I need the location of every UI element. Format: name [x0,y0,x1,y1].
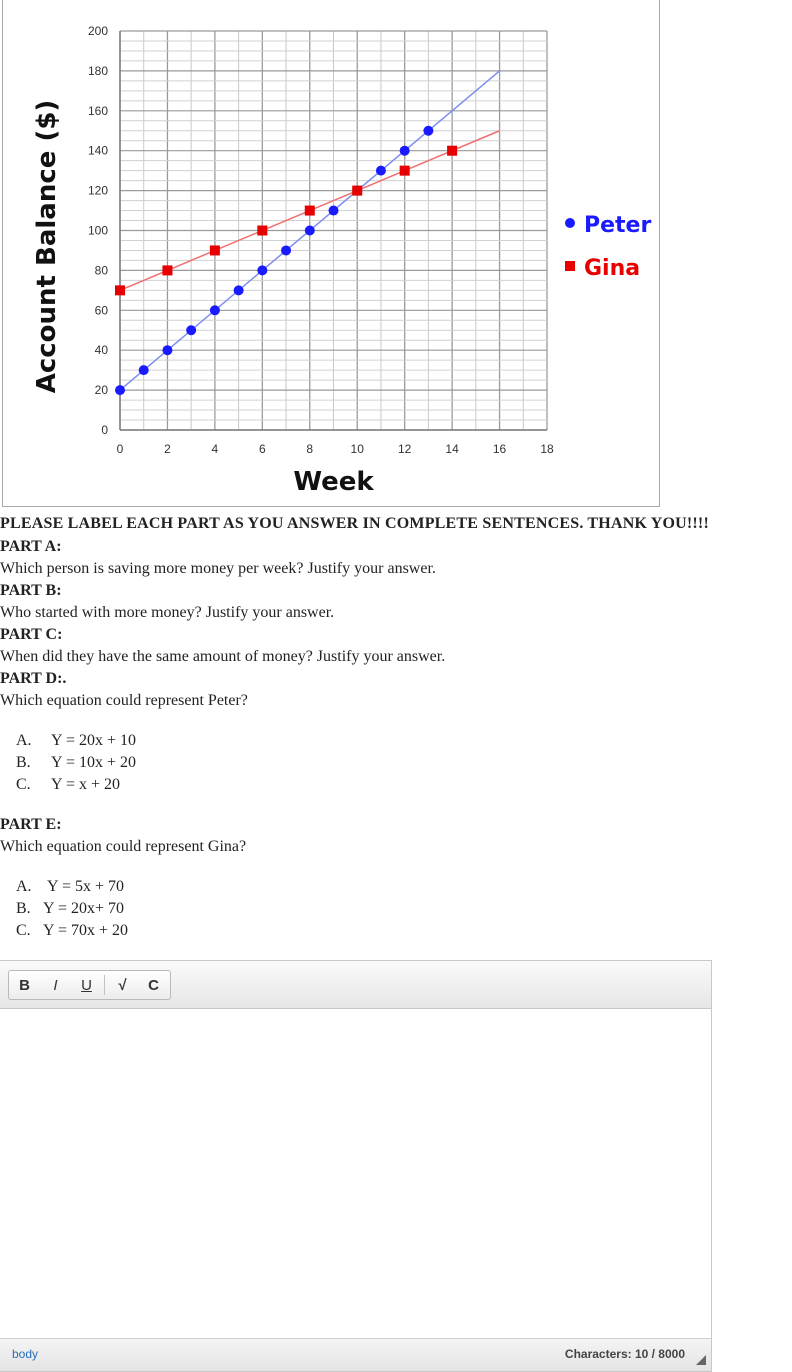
option-letter: A. [16,878,32,895]
part-e-label: PART E: [0,816,62,833]
gina-data-point [115,285,125,295]
x-tick-label: 16 [492,442,507,456]
x-tick-label: 18 [540,442,554,456]
option-letter: A. [16,732,32,749]
peter-data-point [329,206,339,216]
y-tick-label: 40 [94,343,108,358]
y-tick-label: 140 [87,143,108,158]
element-path-link[interactable]: body [12,1347,39,1361]
x-tick-label: 8 [306,442,314,456]
y-tick-label: 0 [101,423,108,437]
peter-data-point [423,126,433,136]
x-tick-label: 14 [445,442,459,456]
part-e-option-a [16,876,124,898]
option-text: Y = x + 20 [51,776,121,793]
option-letter: C. [16,776,31,793]
y-tick-label: 180 [87,63,108,78]
part-d-question: Which equation could represent Peter? [0,692,248,709]
x-tick-label: 10 [350,442,364,456]
part-a-question: Which person is saving more money per week? Justify your answer. [0,560,436,577]
peter-data-point [376,166,386,176]
bold-button[interactable]: B [19,976,30,994]
option-text: Y = 70x + 20 [43,922,129,939]
y-tick-label: 20 [94,383,108,398]
x-tick-label: 0 [116,442,124,456]
peter-data-point [305,226,315,236]
gina-data-point [400,166,410,176]
gina-data-point [257,226,267,236]
peter-data-point [281,245,291,255]
gina-data-point [447,146,457,156]
toolbar-divider [104,975,105,995]
peter-data-point [186,325,196,335]
x-tick-label: 12 [397,442,412,456]
answer-text-area[interactable] [0,1009,711,1340]
y-tick-label: 120 [87,183,108,198]
y-axis-title: Account Balance ($) [32,99,62,394]
part-d-option-a [16,730,136,752]
italic-button[interactable]: I [53,976,58,994]
gina-data-point [305,206,315,216]
part-d-option-b [16,752,136,774]
option-text: Y = 10x + 20 [51,754,137,771]
y-tick-label: 100 [87,223,108,238]
x-tick-label: 2 [164,442,171,456]
peter-data-point [139,365,149,375]
option-letter: B. [16,754,31,771]
x-tick-label: 4 [211,442,219,456]
peter-data-point [234,285,244,295]
y-tick-label: 60 [94,303,108,318]
part-d-label: PART D:. [0,670,67,687]
instructions: PLEASE LABEL EACH PART AS YOU ANSWER IN COMPLETE SENTENCES. THANK YOU!!!! [0,515,709,532]
part-c-label: PART C: [0,626,63,643]
part-a-label: PART A: [0,538,62,555]
y-tick-label: 80 [94,263,108,278]
peter-data-point [210,305,220,315]
x-axis-title: Week [293,467,374,497]
peter-data-point [400,146,410,156]
redo-button[interactable]: C [148,976,159,994]
part-d-option-c [16,774,120,796]
option-letter: C. [16,922,31,939]
gina-data-point [352,186,362,196]
part-e-question: Which equation could represent Gina? [0,838,247,855]
y-tick-label: 200 [87,24,108,38]
part-e-option-c [16,920,128,942]
part-c-question: When did they have the same amount of money? Justify your answer. [0,648,446,665]
gina-data-point [162,265,172,275]
resize-handle-icon[interactable] [696,1355,706,1365]
chart-container [2,0,660,507]
square-root-button[interactable]: √ [118,976,127,994]
gina-data-point [210,245,220,255]
character-count: Characters: 10 / 8000 [564,1347,685,1361]
part-b-question: Who started with more money? Justify your answer. [0,604,335,621]
gina-legend-label: Gina [584,256,641,281]
option-text: Y = 5x + 70 [47,878,125,895]
option-text: Y = 20x+ 70 [43,900,125,917]
y-tick-label: 160 [87,103,108,118]
part-e-option-b [16,898,124,920]
x-tick-label: 6 [258,442,266,456]
option-text: Y = 20x + 10 [51,732,137,749]
peter-legend-marker [565,218,575,228]
option-letter: B. [16,900,31,917]
editor-toolbar [0,961,711,1009]
part-b-label: PART B: [0,582,62,599]
answer-editor [0,960,712,1372]
editor-status-bar [0,1338,711,1371]
formatting-button-group [8,970,171,1000]
peter-data-point [115,385,125,395]
peter-data-point [162,345,172,355]
gina-legend-marker [565,261,575,271]
line-chart [3,0,661,507]
peter-legend-label: Peter [584,213,652,238]
underline-button[interactable]: U [81,976,92,994]
peter-data-point [257,265,267,275]
